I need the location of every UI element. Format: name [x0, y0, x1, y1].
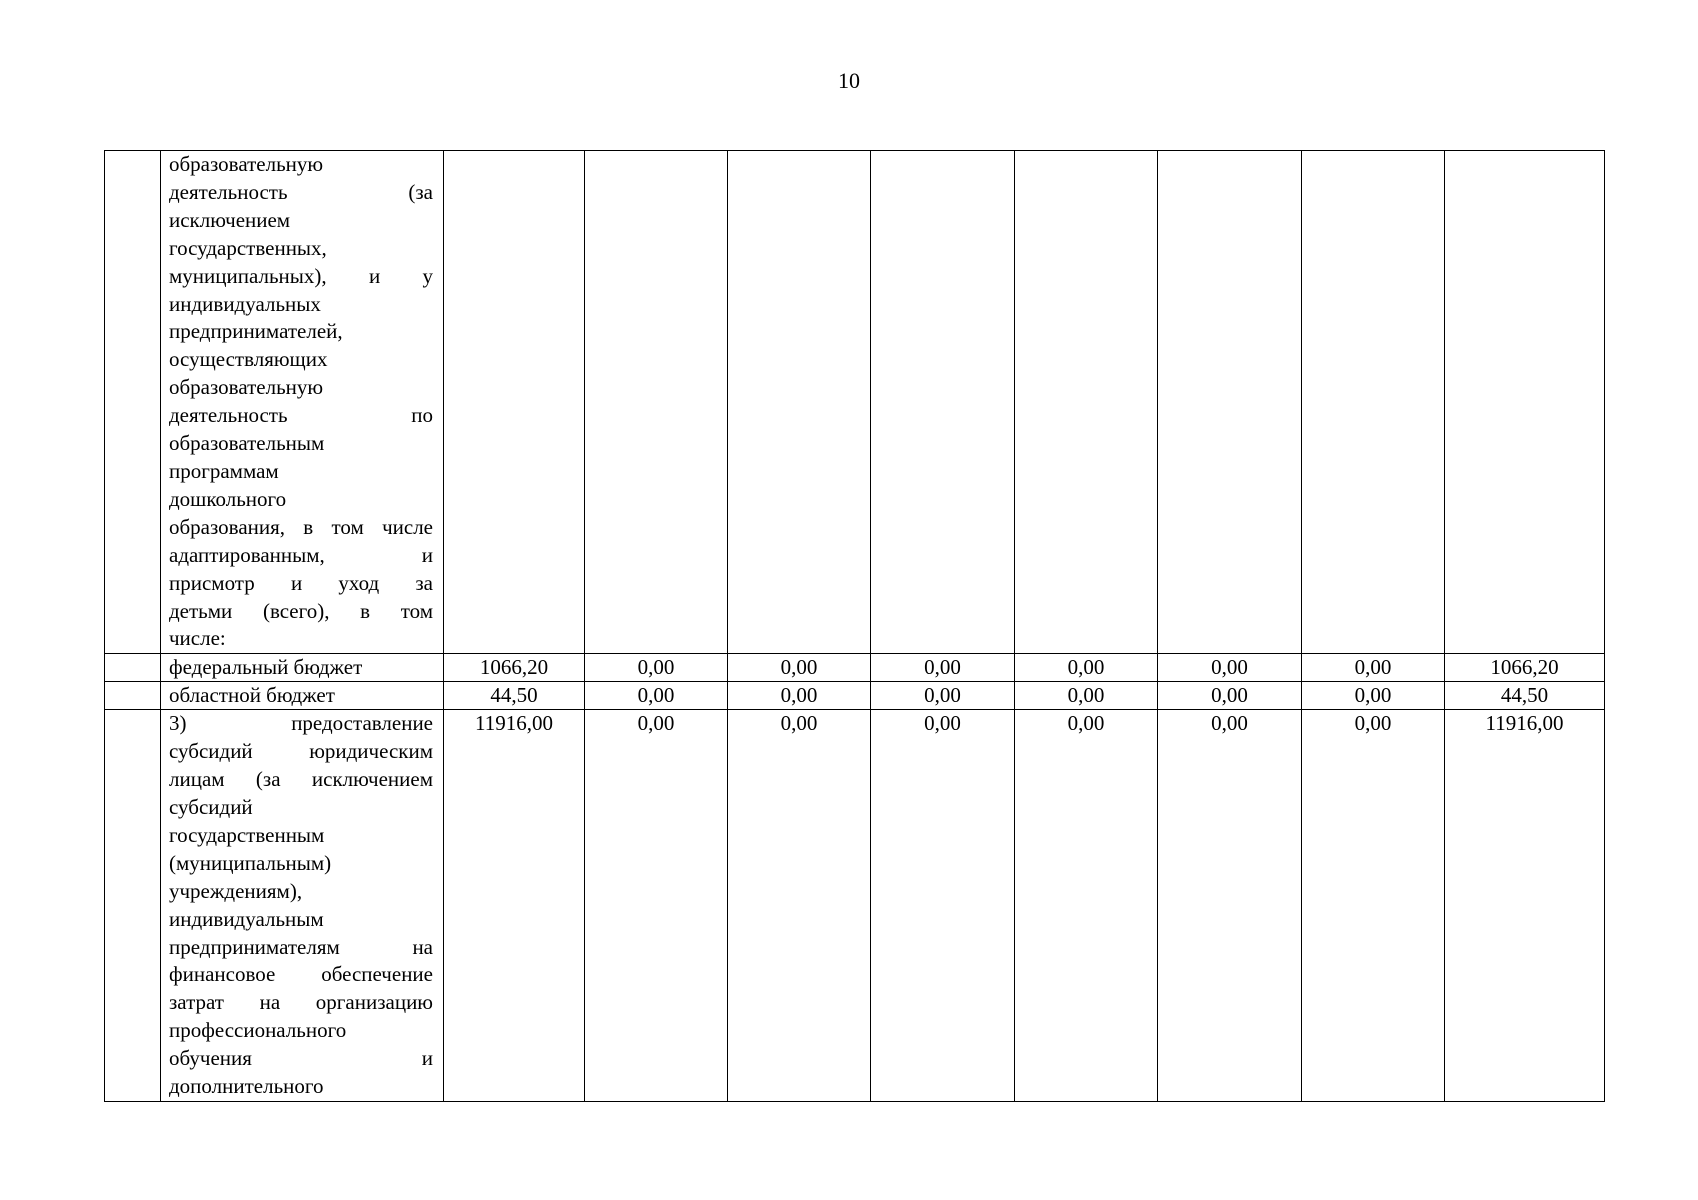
value-cell: 1066,20: [444, 654, 585, 682]
description-line: детьми (всего), в том: [169, 598, 433, 623]
value-cell: 0,00: [871, 710, 1015, 1102]
value-cell: 0,00: [1302, 654, 1445, 682]
description-line: адаптированным, и: [169, 542, 433, 567]
value-cell: 11916,00: [444, 710, 585, 1102]
description-line: предпринимателей,: [169, 319, 343, 344]
value-cell: [1445, 151, 1605, 654]
description-line: затрат на организацию: [169, 990, 433, 1015]
value-cell: 0,00: [871, 682, 1015, 710]
table-row: [105, 151, 1605, 654]
value-cell: 0,00: [585, 654, 728, 682]
row-index-cell: [105, 682, 161, 710]
table-row: [105, 682, 1605, 710]
value-cell: 0,00: [728, 710, 871, 1102]
description-line: 3) предоставление: [169, 711, 433, 736]
description-line: программам: [169, 458, 279, 483]
description-line: лицам (за исключением: [169, 767, 433, 792]
value-cell: [585, 151, 728, 654]
description-line: профессионального: [169, 1018, 347, 1043]
value-cell: [1015, 151, 1158, 654]
description-line: государственных,: [169, 235, 327, 260]
value-cell: 0,00: [1015, 710, 1158, 1102]
value-cell: 0,00: [728, 654, 871, 682]
value-cell: [871, 151, 1015, 654]
row-description-cell: [161, 151, 444, 654]
row-description-cell: федеральный бюджет: [161, 654, 444, 682]
description-line: муниципальных), и у: [169, 263, 433, 288]
description-line: деятельность (за: [169, 179, 433, 204]
table-row: [105, 710, 1605, 1102]
table-body: [105, 151, 1605, 1102]
value-cell: 0,00: [1158, 654, 1302, 682]
description-line: образовательную: [169, 375, 324, 400]
value-cell: [1302, 151, 1445, 654]
description-line: присмотр и уход за: [169, 570, 433, 595]
value-cell: 44,50: [1445, 682, 1605, 710]
value-cell: 0,00: [1015, 654, 1158, 682]
description-line: (муниципальным): [169, 850, 332, 875]
description-line: финансовое обеспечение: [169, 962, 433, 987]
value-cell: 1066,20: [1445, 654, 1605, 682]
row-index-cell: [105, 654, 161, 682]
value-cell: 0,00: [585, 710, 728, 1102]
value-cell: 0,00: [728, 682, 871, 710]
row-description-cell: [161, 710, 444, 1102]
description-line: образования, в том числе: [169, 514, 433, 539]
value-cell: 0,00: [1158, 710, 1302, 1102]
description-line: учреждениям),: [169, 878, 303, 903]
value-cell: [728, 151, 871, 654]
description-line: исключением: [169, 207, 291, 232]
description-line: индивидуальным: [169, 906, 324, 931]
description-line: государственным: [169, 822, 325, 847]
row-description-cell: областной бюджет: [161, 682, 444, 710]
description-line: числе:: [169, 626, 226, 651]
value-cell: [444, 151, 585, 654]
value-cell: [1158, 151, 1302, 654]
page-number: 10: [838, 68, 860, 93]
value-cell: 0,00: [1302, 710, 1445, 1102]
description-line: осуществляющих: [169, 347, 328, 372]
budget-table: [104, 150, 1605, 1102]
description-line: образовательную: [169, 152, 324, 176]
description-line: предпринимателям на: [169, 934, 433, 959]
description-line: дополнительного: [169, 1074, 324, 1099]
description-line: обучения и: [169, 1046, 433, 1071]
description-line: образовательным: [169, 431, 325, 456]
description-line: субсидий: [169, 795, 253, 820]
row-index-cell: [105, 151, 161, 654]
value-cell: 0,00: [871, 654, 1015, 682]
description-line: индивидуальных: [169, 291, 321, 316]
description-line: субсидий юридическим: [169, 739, 433, 764]
value-cell: 44,50: [444, 682, 585, 710]
value-cell: 11916,00: [1445, 710, 1605, 1102]
value-cell: 0,00: [1015, 682, 1158, 710]
row-index-cell: [105, 710, 161, 1102]
value-cell: 0,00: [1158, 682, 1302, 710]
description-line: дошкольного: [169, 486, 287, 511]
description-line: деятельность по: [169, 403, 433, 428]
value-cell: 0,00: [1302, 682, 1445, 710]
table-row: [105, 654, 1605, 682]
value-cell: 0,00: [585, 682, 728, 710]
